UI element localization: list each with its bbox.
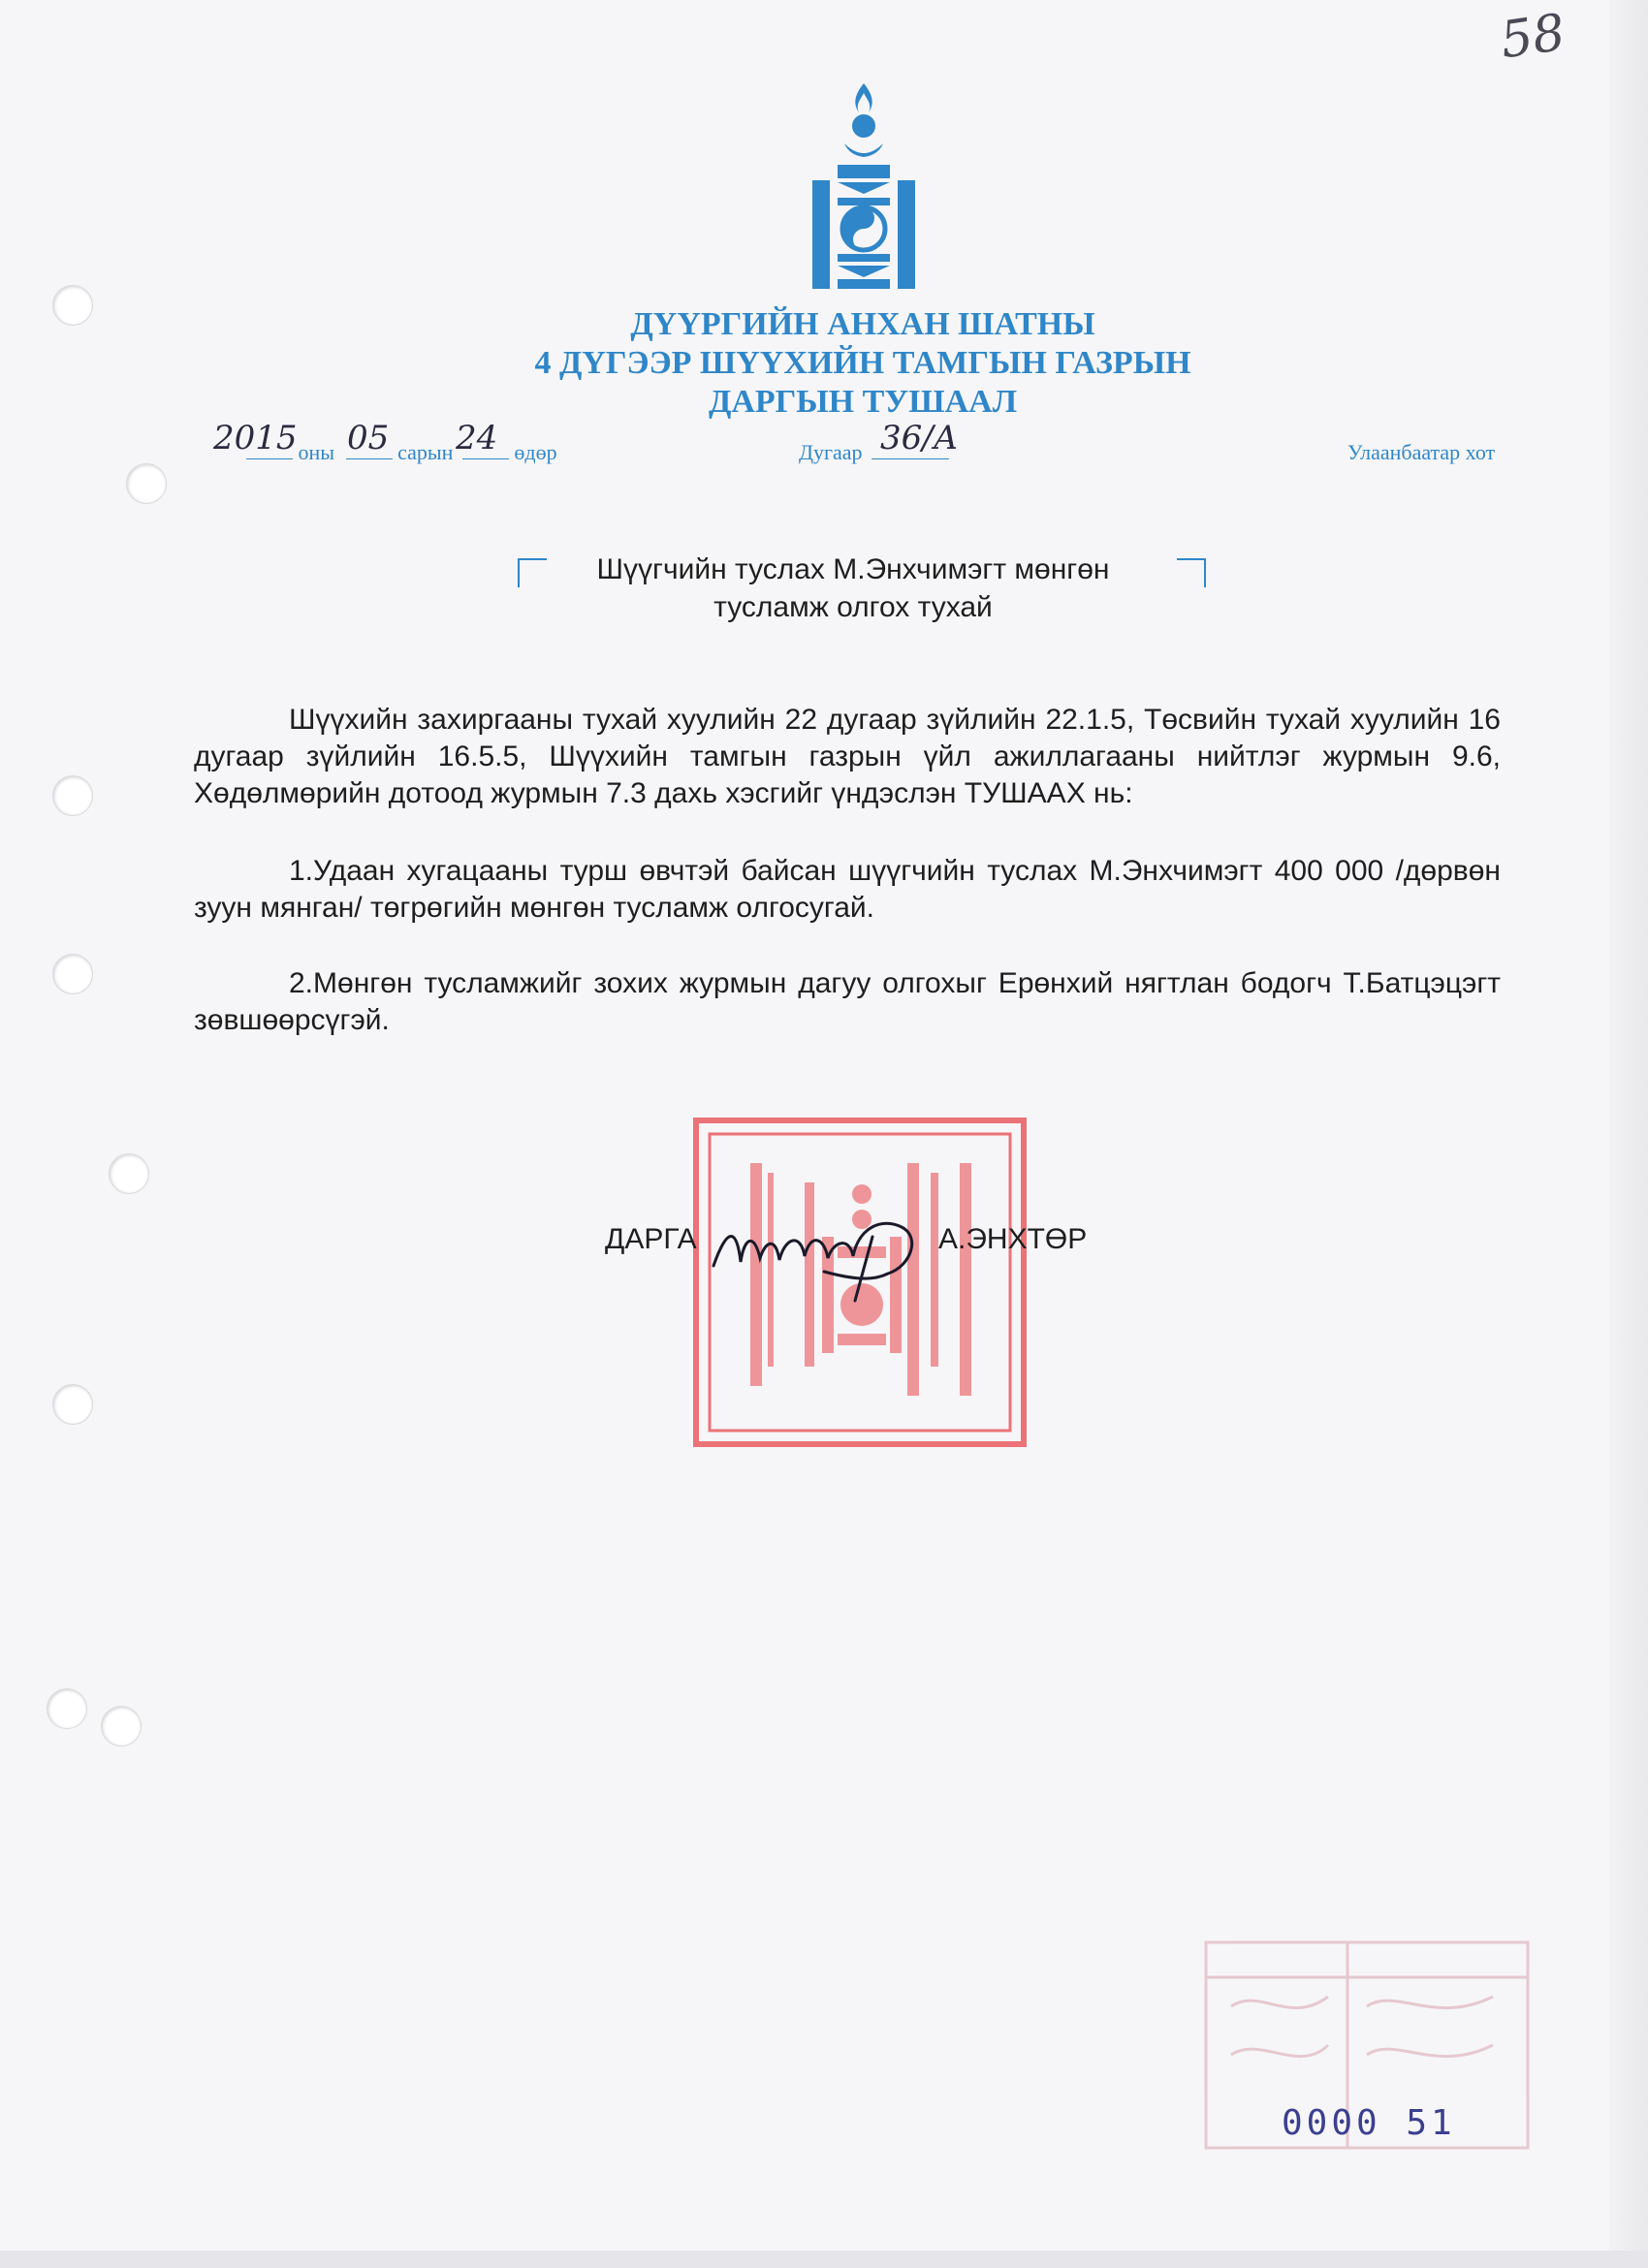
subject-bracket-right — [1177, 558, 1206, 587]
page-edge-shadow — [1609, 0, 1648, 2268]
order-number-field — [799, 419, 993, 465]
serial-number: 0000 51 — [1282, 2103, 1456, 2143]
punch-hole — [126, 463, 167, 504]
location: Улаанбаатар хот — [1347, 440, 1496, 464]
order-item-1: 1.Удаан хугацааны турш өвчтэй байсан шүүгчийн туслах М.Энхчимэгт 400 000 /дөрвөн зуун мянган/ төгрөгийн мөнгөн тусламж олгосугай. — [194, 855, 1501, 924]
heading-line-2: 4 ДҮГЭЭР ШҮҮХИЙН ТАМГЫН ГАЗРЫН — [534, 345, 1191, 381]
date-field — [213, 419, 566, 465]
date-month-suffix: сарын — [397, 440, 454, 464]
order-number-handwritten: 36/А — [880, 419, 959, 457]
punch-hole — [52, 954, 93, 994]
date-day-suffix: өдөр — [514, 440, 557, 464]
order-number-label: Дугаар — [799, 440, 863, 464]
heading-line-1: ДҮҮРГИЙН АНХАН ШАТНЫ — [630, 306, 1095, 342]
handwritten-signature — [708, 1198, 940, 1305]
date-month-handwritten: 05 — [347, 419, 390, 457]
punch-hole — [101, 1706, 142, 1747]
subject-line-2: тусламж олгох тухай — [713, 591, 993, 623]
date-year-suffix: оны — [298, 440, 335, 464]
soyombo-emblem-icon — [810, 83, 917, 292]
page-number: 58 — [1497, 3, 1569, 71]
date-day-handwritten: 24 — [456, 419, 498, 457]
punch-hole — [47, 1688, 87, 1729]
page-bottom-edge — [0, 2251, 1648, 2268]
punch-hole — [52, 285, 93, 326]
punch-hole — [52, 1384, 93, 1425]
punch-hole — [52, 775, 93, 816]
body-intro: Шүүхийн захиргааны тухай хуулийн 22 дугаар зүйлийн 22.1.5, Төсвийн тухай хуулийн 16 дугаар зүйлийн 16.5.5, Шүүхийн тамгын газрын үйл ажиллагааны нийтлэг журмын 9.6, Хөдөлмөрийн дотоод журмын 7.3 дахь хэсгийг үндэслэн ТУШААХ нь: — [194, 704, 1501, 809]
punch-hole — [109, 1153, 149, 1194]
date-year-handwritten: 2015 — [213, 419, 298, 457]
heading-line-3: ДАРГЫН ТУШААЛ — [708, 384, 1018, 420]
signatory-title: ДАРГА — [605, 1223, 697, 1255]
subject-line-1: Шүүгчийн туслах М.Энхчимэгт мөнгөн — [596, 553, 1110, 585]
order-item-2: 2.Мөнгөн тусламжийг зохих журмын дагуу олгохыг Ерөнхий нягтлан бодогч Т.Батцэцэгт зөвшөөрсүгэй. — [194, 967, 1501, 1036]
signatory-name: А.ЭНХТӨР — [938, 1223, 1088, 1255]
subject-title — [543, 551, 1163, 626]
